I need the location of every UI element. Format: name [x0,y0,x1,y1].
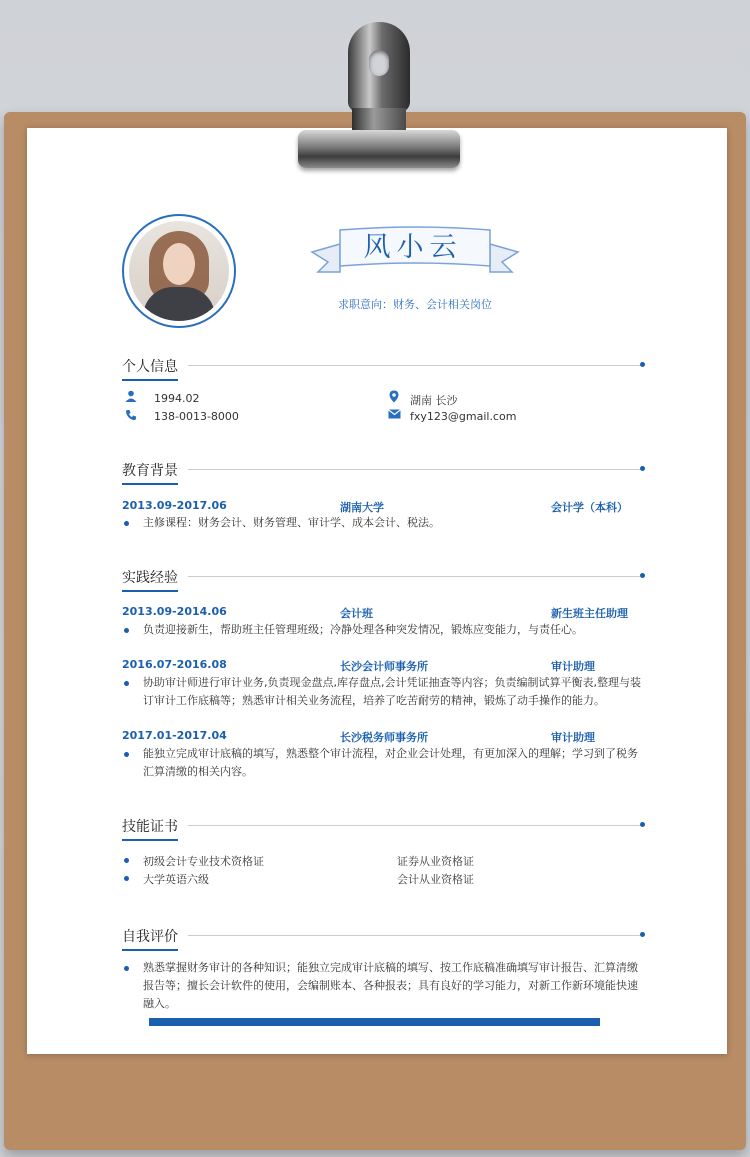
section-title-skills [122,816,178,841]
candidate-name: 风小云 [363,232,463,263]
skill-item: 证券从业资格证 [397,855,474,868]
edu-school: 湖南大学 [340,501,384,514]
practice-period: 2013.09-2014.06 [122,605,227,618]
email: fxy123@gmail.com [410,410,517,423]
job-objective: 求职意向：财务、会计相关岗位 [338,298,492,311]
practice-role: 新生班主任助理 [551,607,628,620]
skill-item: 大学英语六级 [143,873,209,886]
skill-item: 初级会计专业技术资格证 [143,855,264,868]
edu-courses: 主修课程：财务会计、财务管理、审计学、成本会计、税法。 [143,516,440,529]
section-label: 实践经验 [122,567,178,592]
section-divider [188,469,640,470]
section-title-personal [122,356,178,381]
location: 湖南 长沙 [410,394,458,407]
practice-desc: 负责迎接新生，帮助班主任管理班级；冷静处理各种突发情况，锻炼应变能力，与责任心。 [143,623,583,636]
section-divider [188,576,640,577]
practice-role: 审计助理 [551,731,595,744]
practice-org: 长沙税务师事务所 [340,731,428,744]
bullet [124,628,129,633]
practice-desc: 协助审计师进行审计业务,负责现金盘点,库存盘点,会计凭证抽查等内容；负责编制试算平衡表,整理与装订审计工作底稿等；熟悉审计相关业务流程，培养了吃苦耐劳的精神，锻炼了动手操作的能力。 [143,676,641,707]
clip-ring-hole [369,50,389,76]
section-title-practice [122,567,178,592]
practice-role: 审计助理 [551,660,595,673]
practice-desc: 能独立完成审计底稿的填写，熟悉整个审计流程，对企业会计处理，有更加深入的理解；学习到了税务汇算清缴的相关内容。 [143,747,638,778]
bullet [124,876,129,881]
bullet [124,858,129,863]
bullet [124,752,129,757]
section-dot [640,362,645,367]
edu-major: 会计学（本科） [551,501,628,514]
practice-period: 2016.07-2016.08 [122,658,227,671]
section-divider [188,825,640,826]
section-label: 自我评价 [122,926,178,951]
section-label: 教育背景 [122,460,178,485]
binder-clip [296,22,462,172]
bullet [124,681,129,686]
section-dot [640,466,645,471]
skill-item: 会计从业资格证 [397,873,474,886]
user-icon [124,390,138,404]
section-label: 个人信息 [122,356,178,381]
phone-icon [124,409,138,423]
avatar-face [163,243,195,285]
birth-date: 1994.02 [154,392,200,405]
section-dot [640,932,645,937]
practice-period: 2017.01-2017.04 [122,729,227,742]
mail-icon [387,409,401,423]
clip-base [298,130,460,168]
location-pin-icon [387,390,401,404]
practice-org: 长沙会计师事务所 [340,660,428,673]
section-title-evaluation [122,926,178,951]
phone-number: 138-0013-8000 [154,410,239,423]
bullet [124,521,129,526]
edu-period: 2013.09-2017.06 [122,499,227,512]
footer-bar [149,1018,600,1026]
section-divider [188,935,640,936]
practice-org: 会计班 [340,607,373,620]
section-dot [640,822,645,827]
section-label: 技能证书 [122,816,178,841]
section-divider [188,365,640,366]
bullet [124,966,129,971]
avatar [122,214,236,328]
self-evaluation: 熟悉掌握财务审计的各种知识；能独立完成审计底稿的填写、按工作底稿准确填写审计报告、汇算清缴报告等；擅长会计软件的使用，会编制账本、各种报表；具有良好的学习能力，对新工作新环境能快速融入。 [143,961,638,1010]
avatar-photo [129,221,229,321]
section-dot [640,573,645,578]
section-title-education [122,460,178,485]
